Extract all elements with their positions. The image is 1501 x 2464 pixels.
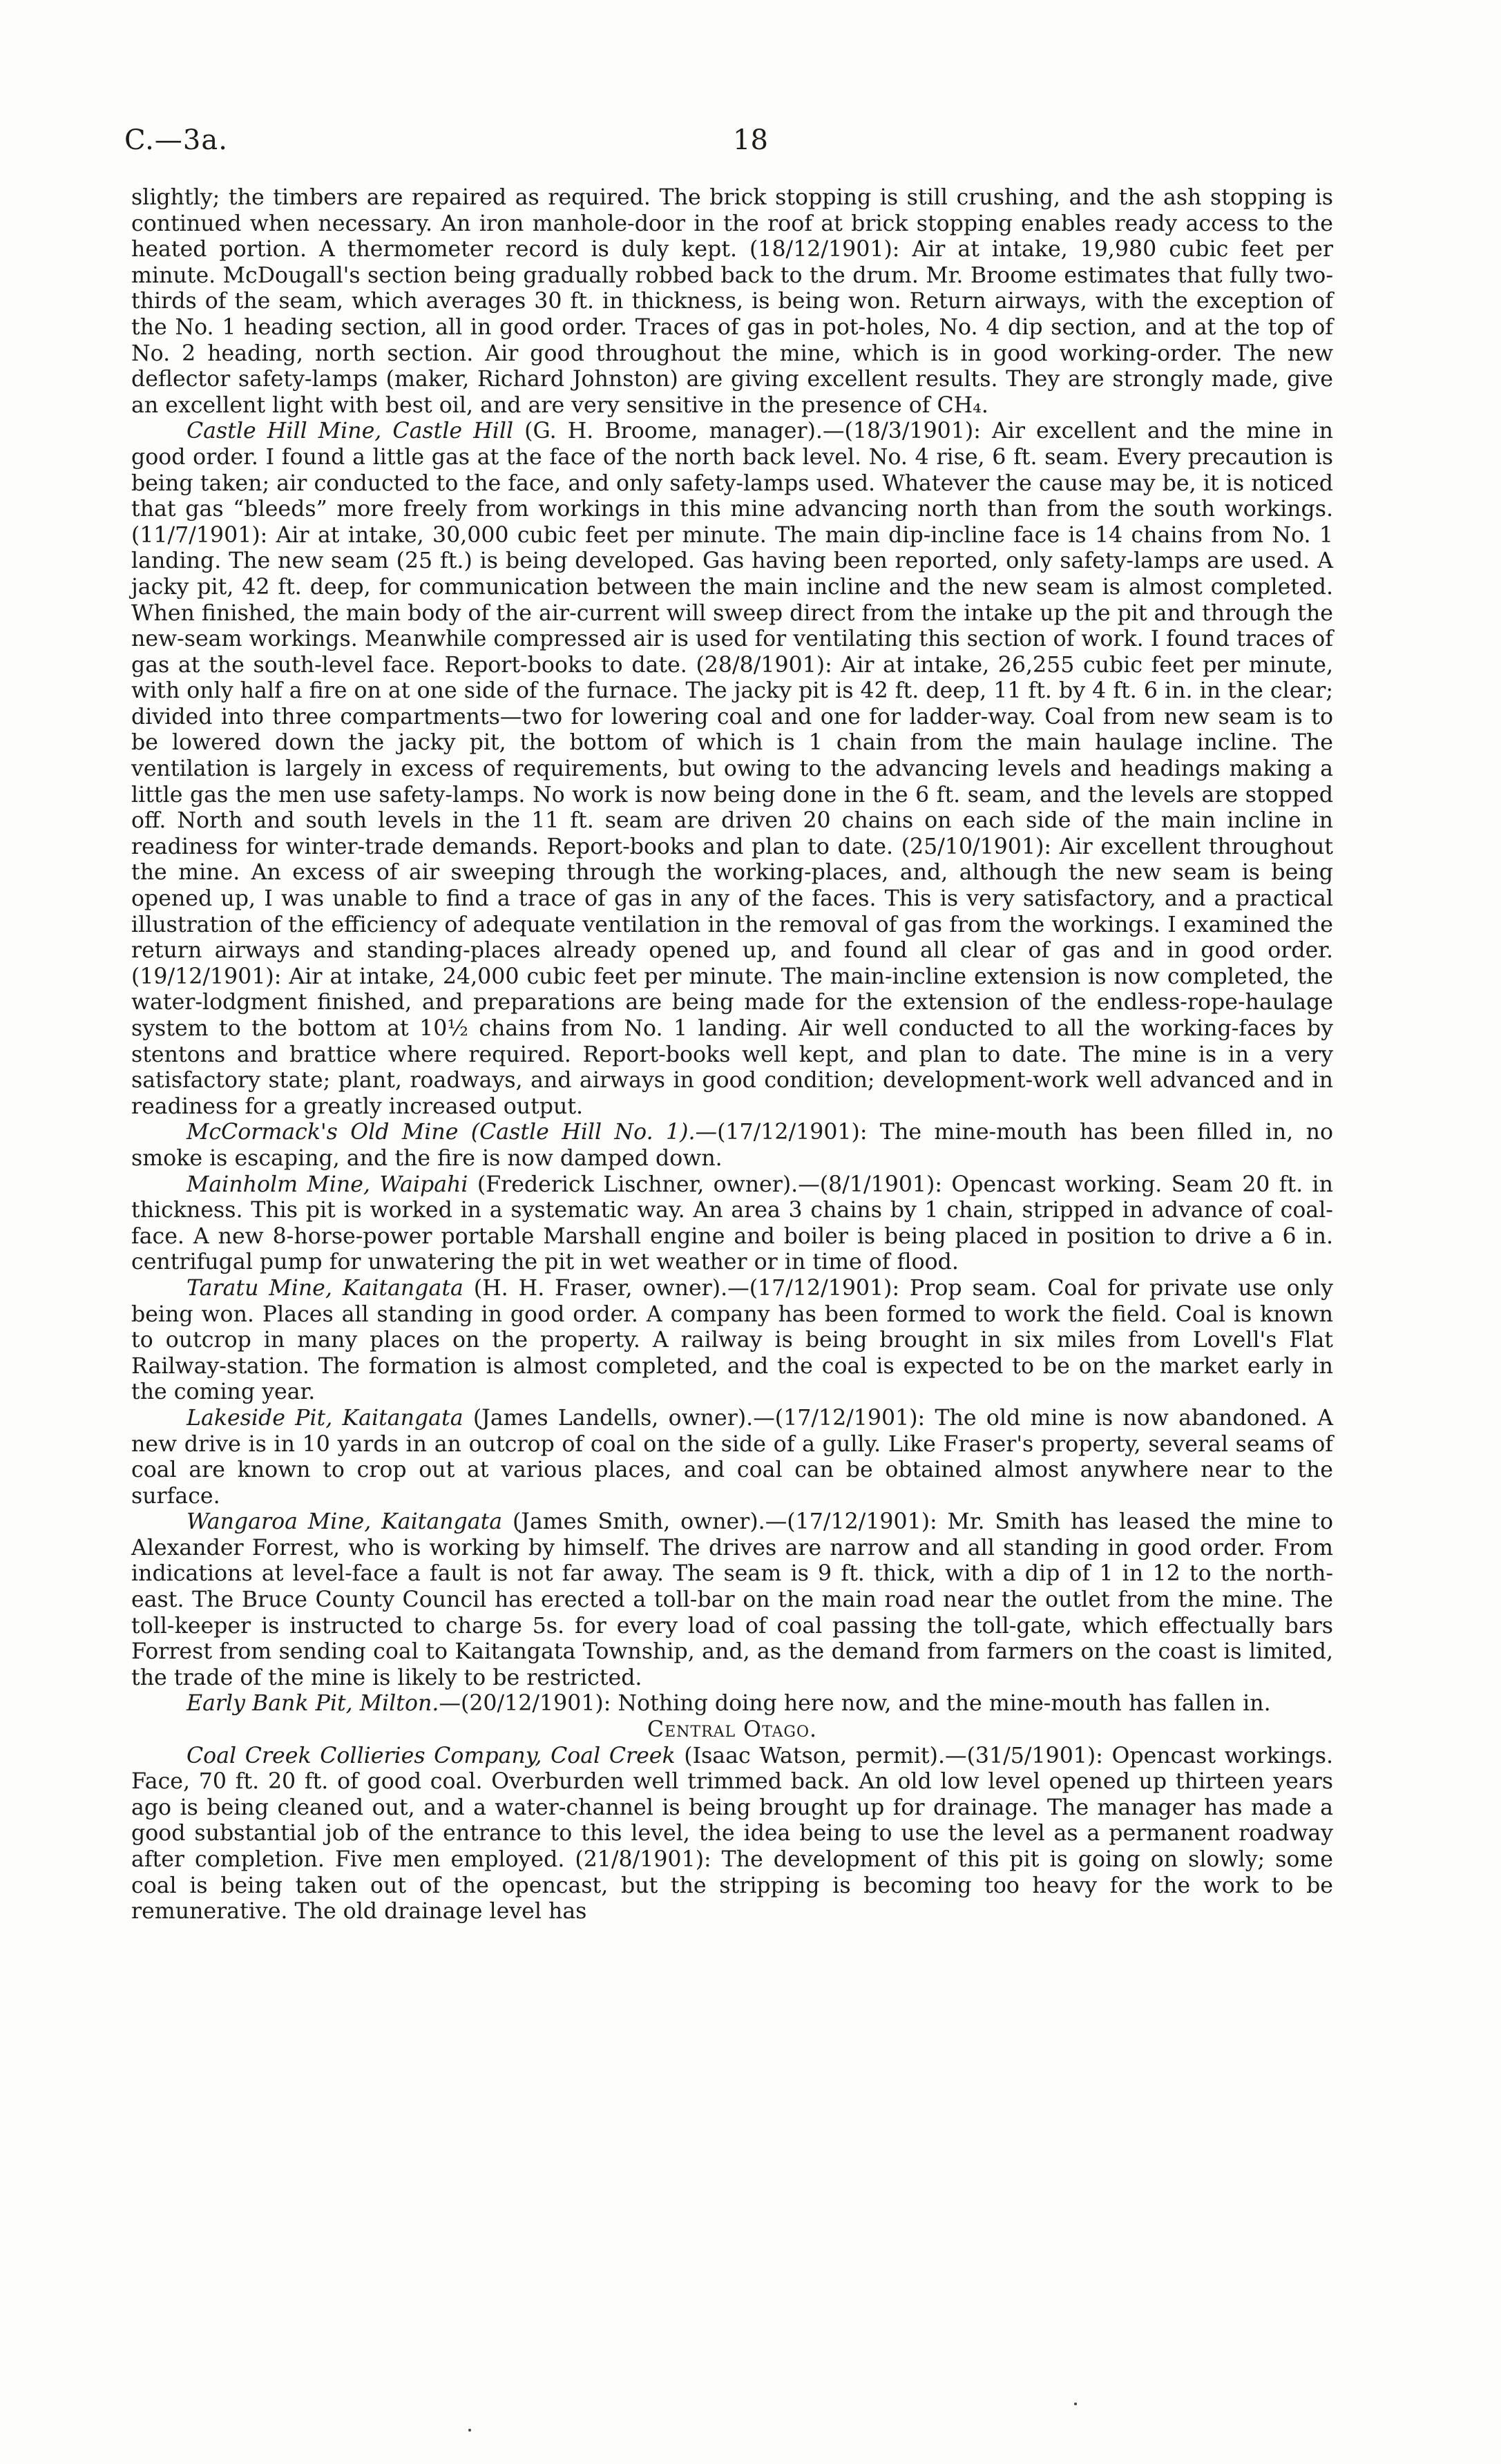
mine-title: Mainholm Mine, Waipahi xyxy=(187,1172,468,1197)
body-text xyxy=(131,185,1333,1925)
paragraph-text: —(20/12/1901): Nothing doing here now, and the mine-mouth has fallen in. xyxy=(439,1691,1271,1717)
paragraph-lakeside-pit xyxy=(131,1406,1333,1509)
paragraph-castle-hill-mine xyxy=(131,419,1333,1120)
paragraph-text: (James Landells, owner).—(17/12/1901): The old mine is now abandoned. A new drive is in 10 yards in an outcrop of coal on the side of a gully. Like Fraser's property, several seams of coal are known to crop out at various places, and coal can be obtained almost anywhere near to the surface. xyxy=(131,1405,1333,1509)
page-header xyxy=(124,124,1377,166)
scan-speck xyxy=(1074,2403,1077,2405)
paragraph-mccormacks-old-mine xyxy=(131,1120,1333,1172)
page-number: 18 xyxy=(733,124,768,156)
mine-title: Taratu Mine, Kaitangata xyxy=(187,1275,463,1301)
paragraph-text: (Frederick Lischner, owner).—(8/1/1901): Opencast working. Seam 20 ft. in thickness. This pit is worked in a systematic way. An area 3 chains by 1 chain, stripped in advance of coal-face. A new 8-horse-power portable Marshall engine and boiler is being placed in position to drive a 6 in. centrifugal pump for unwatering the pit in wet weather or in time of flood. xyxy=(131,1172,1333,1275)
paragraph-text: (Isaac Watson, permit).—(31/5/1901): Opencast workings. Face, 70 ft. 20 ft. of good coal. Overburden well trimmed back. An old low level opened up thirteen years ago is being cleaned out, and a water-channel is being brought up for drainage. The manager has made a good substantial job of the entrance to this level, the idea being to use the level as a permanent roadway after completion. Five men employed. (21/8/1901): The development of this pit is going on slowly; some coal is being taken out of the opencast, but the stripping is becoming too heavy for the work to be remunerative. The old drainage level has xyxy=(131,1743,1333,1925)
paragraph-text: (H. H. Fraser, owner).—(17/12/1901): Prop seam. Coal for private use only being won. Places all standing in good order. A company has been formed to work the field. Coal is known to outcrop in many places on the property. A railway is being brought in six miles from Lovell's Flat Railway-station. The formation is almost completed, and the coal is expected to be on the market early in the coming year. xyxy=(131,1275,1333,1405)
paragraph-mainholm-mine xyxy=(131,1172,1333,1276)
paragraph-text: slightly; the timbers are repaired as required. The brick stopping is still crushing, and the ash stopping is continued when necessary. An iron manhole-door in the roof at brick stopping enables ready access to the heated portion. A thermometer record is duly kept. (18/12/1901): Air at intake, 19,980 cubic feet per minute. McDougall's section being gradually robbed back to the drum. Mr. Broome estimates that fully two-thirds of the seam, which averages 30 ft. in thickness, is being won. Return airways, with the exception of the No. 1 heading section, all in good order. Traces of gas in pot-holes, No. 4 dip section, and at the top of No. 2 heading, north section. Air good throughout the mine, which is in good working-order. The new deflector safety-lamps (maker, Richard Johnston) are giving excellent results. They are strongly made, give an excellent light with best oil, and are very sensitive in the presence of CH₄. xyxy=(131,185,1333,418)
paragraph-text: (G. H. Broome, manager).—(18/3/1901): Air excellent and the mine in good order. I found a little gas at the face of the north back level. No. 4 rise, 6 ft. seam. Every precaution is being taken; air conducted to the face, and only safety-lamps used. Whatever the cause may be, it is noticed that gas “bleeds” more freely from workings in this mine advancing north than from the south workings. (11/7/1901): Air at intake, 30,000 cubic feet per minute. The main dip-incline face is 14 chains from No. 1 landing. The new seam (25 ft.) is being developed. Gas having been reported, only safety-lamps are used. A jacky pit, 42 ft. deep, for communication between the main incline and the new seam is almost completed. When finished, the main body of the air-current will sweep direct from the intake up the pit and through the new-seam workings. Meanwhile compressed air is used for ventilating this section of work. I found traces of gas at the south-level face. Report-books to date. (28/8/1901): Air at intake, 26,255 cubic feet per minute, with only half a fire on at one side of the furnace. The jacky pit is 42 ft. deep, 11 ft. by 4 ft. 6 in. in the clear; divided into three compartments—two for lowering coal and one for ladder-way. Coal from new seam is to be lowered down the jacky pit, the bottom of which is 1 chain from the main haulage incline. The ventilation is largely in excess of requirements, but owing to the advancing levels and headings making a little gas the men use safety-lamps. No work is now being done in the 6 ft. seam, and the levels are stopped off. North and south levels in the 11 ft. seam are driven 20 chains on each side of the main incline in readiness for winter-trade demands. Report-books and plan to date. (25/10/1901): Air excellent throughout the mine. An excess of air sweeping through the working-places, and, although the new seam is being opened up, I was unable to find a trace of gas in any of the faces. This is very satisfactory, and a practical illustration of the efficiency of adequate ventilation in the removal of gas from the workings. I examined the return airways and standing-places already opened up, and found all clear of gas and in good order. (19/12/1901): Air at intake, 24,000 cubic feet per minute. The main-incline extension is now completed, the water-lodgment finished, and preparations are being made for the extension of the endless-rope-haulage system to the bottom at 10½ chains from No. 1 landing. Air well conducted to all the working-faces by stentons and brattice where required. Report-books well kept, and plan to date. The mine is in a very satisfactory state; plant, roadways, and airways in good condition; development-work well advanced and in readiness for a greatly increased output. xyxy=(131,419,1333,1119)
paragraph-wangaroa-mine xyxy=(131,1509,1333,1691)
section-heading: Central Otago. xyxy=(647,1717,818,1743)
paragraph-early-bank-pit xyxy=(131,1691,1333,1717)
mine-title: Castle Hill Mine, Castle Hill xyxy=(187,419,514,444)
mine-title: Coal Creek Collieries Company, Coal Creek xyxy=(187,1743,676,1768)
paragraph-continuation xyxy=(131,185,1333,419)
paragraph-text: —(17/12/1901): The mine-mouth has been filled in, no smoke is escaping, and the fire is now damped down. xyxy=(131,1120,1333,1171)
paragraph-taratu-mine xyxy=(131,1276,1333,1406)
mine-title: Wangaroa Mine, Kaitangata xyxy=(187,1509,503,1535)
document-code: C.—3a. xyxy=(124,124,228,156)
paragraph-text: (James Smith, owner).—(17/12/1901): Mr. Smith has leased the mine to Alexander Forrest, who is working by himself. The drives are narrow and all standing in good order. From indications at level-face a fault is not far away. The seam is 9 ft. thick, with a dip of 1 in 12 to the north-east. The Bruce County Council has erected a toll-bar on the main road near the outlet from the mine. The toll-keeper is instructed to charge 5s. for every load of coal passing the toll-gate, which effectually bars Forrest from sending coal to Kaitangata Township, and, as the demand from farmers on the coast is limited, the trade of the mine is likely to be restricted. xyxy=(131,1509,1333,1690)
scan-speck xyxy=(468,2429,471,2432)
paragraph-coal-creek-collieries xyxy=(131,1744,1333,1925)
mine-title: Lakeside Pit, Kaitangata xyxy=(187,1405,463,1431)
mine-title: McCormack's Old Mine (Castle Hill No. 1). xyxy=(187,1120,696,1145)
mine-title: Early Bank Pit, Milton. xyxy=(187,1691,439,1717)
